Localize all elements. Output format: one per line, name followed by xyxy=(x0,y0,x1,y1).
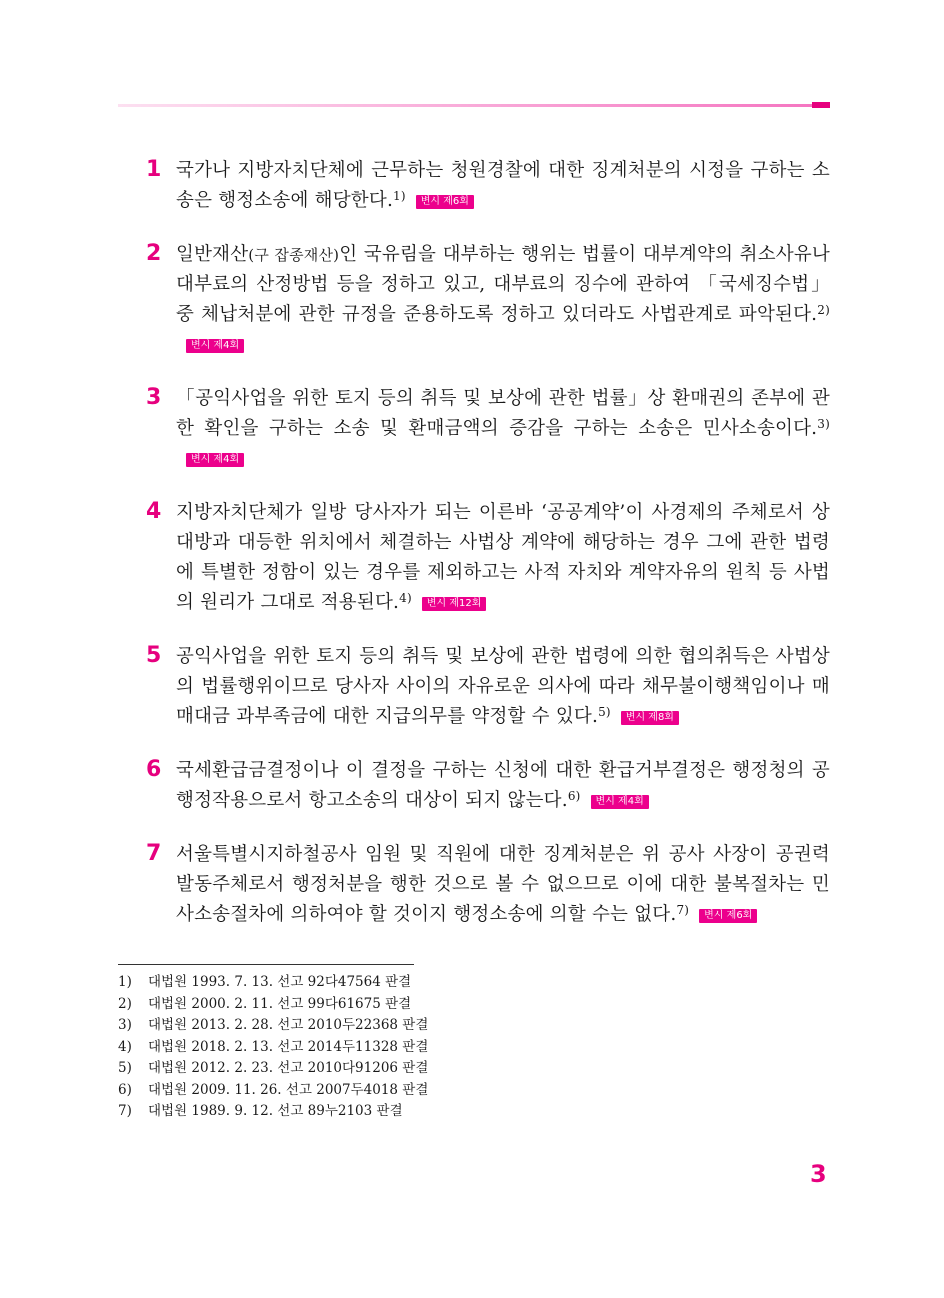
footnote-text: 대법원 2009. 11. 26. 선고 2007두4018 판결 xyxy=(148,1081,429,1098)
footnote-ref[interactable]: 5) xyxy=(598,705,611,719)
item-number: 4 xyxy=(146,499,162,524)
item-number: 1 xyxy=(146,157,162,182)
item-text: 인 국유림을 대부하는 행위는 법률이 대부계약의 취소사유나 대부료의 산정방법 등을 정하고 있고, 대부료의 징수에 관하여 「국세징수법」 중 체납처분에 관한 규정을 준용하도록 정하고 있더라도 사법관계로 파악된다. xyxy=(176,244,831,325)
item-text-block xyxy=(176,756,830,816)
footnote xyxy=(118,994,718,1016)
footnote-number: 6) xyxy=(118,1081,132,1098)
header-rule-cap xyxy=(812,102,830,108)
item-text: 「공익사업을 위한 토지 등의 취득 및 보상에 관한 법률」상 환매권의 존부에 관한 확인을 구하는 소송 및 환매금액의 증감을 구하는 소송은 민사소송이다. xyxy=(176,388,830,439)
statement-item-4 xyxy=(146,498,830,618)
footnote-text: 대법원 1989. 9. 12. 선고 89누2103 판결 xyxy=(148,1103,403,1119)
page-number: 3 xyxy=(810,1160,827,1188)
footnote xyxy=(118,1080,718,1102)
exam-badge: 변시 제12회 xyxy=(422,597,487,611)
item-text-block xyxy=(176,384,830,474)
statement-item-5 xyxy=(146,642,830,732)
item-text: 일반재산 xyxy=(176,244,249,265)
item-text-block xyxy=(176,498,830,618)
exam-badge: 변시 제4회 xyxy=(186,339,244,353)
item-text: 공익사업을 위한 토지 등의 취득 및 보상에 관한 법령에 의한 협의취득은 사법상의 법률행위이므로 당사자 사이의 자유로운 의사에 따라 채무불이행책임이나 매매대금 과부족금에 대한 지급의무를 약정할 수 있다. xyxy=(176,646,830,727)
footnote-text: 대법원 2018. 2. 13. 선고 2014두11328 판결 xyxy=(148,1038,429,1055)
footnote-text: 대법원 2000. 2. 11. 선고 99다61675 판결 xyxy=(148,995,412,1012)
statement-item-7 xyxy=(146,840,830,930)
footnote-ref[interactable]: 7) xyxy=(676,903,690,917)
statement-item-6 xyxy=(146,756,830,816)
item-number: 6 xyxy=(146,757,162,782)
exam-badge: 변시 제8회 xyxy=(621,711,679,725)
header-rule xyxy=(118,104,830,107)
footnote xyxy=(118,1058,718,1080)
item-number: 3 xyxy=(146,385,162,410)
item-text: 서울특별시지하철공사 임원 및 직원에 대한 징계처분은 위 공사 사장이 공권력 발동주체로서 행정처분을 행한 것으로 볼 수 없으므로 이에 대한 불복절차는 민사소송절차에 의하여야 할 것이지 행정소송에 의할 수는 없다. xyxy=(176,844,830,925)
item-text-block xyxy=(176,240,830,360)
footnote-number: 7) xyxy=(118,1103,132,1119)
item-text: 국세환급금결정이나 이 결정을 구하는 신청에 대한 환급거부결정은 행정청의 공행정작용으로서 항고소송의 대상이 되지 않는다. xyxy=(176,760,830,811)
footnote-ref[interactable]: 6) xyxy=(567,789,581,803)
item-text-block xyxy=(176,156,830,216)
footnote xyxy=(118,1101,718,1123)
item-text-note: (구 잡종재산) xyxy=(248,246,340,264)
footnote xyxy=(118,1037,718,1059)
footnote-text: 대법원 2013. 2. 28. 선고 2010두22368 판결 xyxy=(148,1017,429,1033)
footnote-number: 4) xyxy=(118,1038,132,1055)
statement-item-3 xyxy=(146,384,830,474)
item-number: 7 xyxy=(146,841,162,866)
exam-badge: 변시 제6회 xyxy=(416,195,474,209)
footnote-ref[interactable]: 4) xyxy=(399,591,412,605)
footnote-ref[interactable]: 1) xyxy=(393,189,406,203)
footnote-ref[interactable]: 2) xyxy=(817,303,830,317)
exam-badge: 변시 제4회 xyxy=(186,453,244,467)
item-text: 지방자치단체가 일방 당사자가 되는 이른바 ‘공공계약’이 사경제의 주체로서 상대방과 대등한 위치에서 체결하는 사법상 계약에 해당하는 경우 그에 관한 법령에 특별한 정함이 있는 경우를 제외하고는 사적 자치와 계약자유의 원칙 등 사법의 원리가 그대로 적용된다. xyxy=(176,502,830,613)
footnote-number: 1) xyxy=(118,974,132,990)
item-text-block xyxy=(176,840,830,930)
footnote xyxy=(118,1015,718,1037)
footnote-text: 대법원 1993. 7. 13. 선고 92다47564 판결 xyxy=(148,974,412,990)
item-text: 국가나 지방자치단체에 근무하는 청원경찰에 대한 징계처분의 시정을 구하는 소송은 행정소송에 해당한다. xyxy=(176,160,830,211)
exam-badge: 변시 제6회 xyxy=(699,909,757,923)
statement-list xyxy=(146,156,830,954)
statement-item-1 xyxy=(146,156,830,216)
footnote-number: 2) xyxy=(118,995,132,1012)
footnote-ref[interactable]: 3) xyxy=(817,417,830,431)
exam-badge: 변시 제4회 xyxy=(591,795,649,809)
item-number: 5 xyxy=(146,643,162,668)
footnote-text: 대법원 2012. 2. 23. 선고 2010다91206 판결 xyxy=(148,1060,429,1076)
statement-item-2 xyxy=(146,240,830,360)
footnote-number: 3) xyxy=(118,1017,132,1033)
footnote xyxy=(118,972,718,994)
item-text-block xyxy=(176,642,830,732)
footnote-number: 5) xyxy=(118,1060,132,1076)
item-number: 2 xyxy=(146,241,162,266)
footnote-divider xyxy=(118,964,414,965)
footnotes xyxy=(118,972,718,1123)
